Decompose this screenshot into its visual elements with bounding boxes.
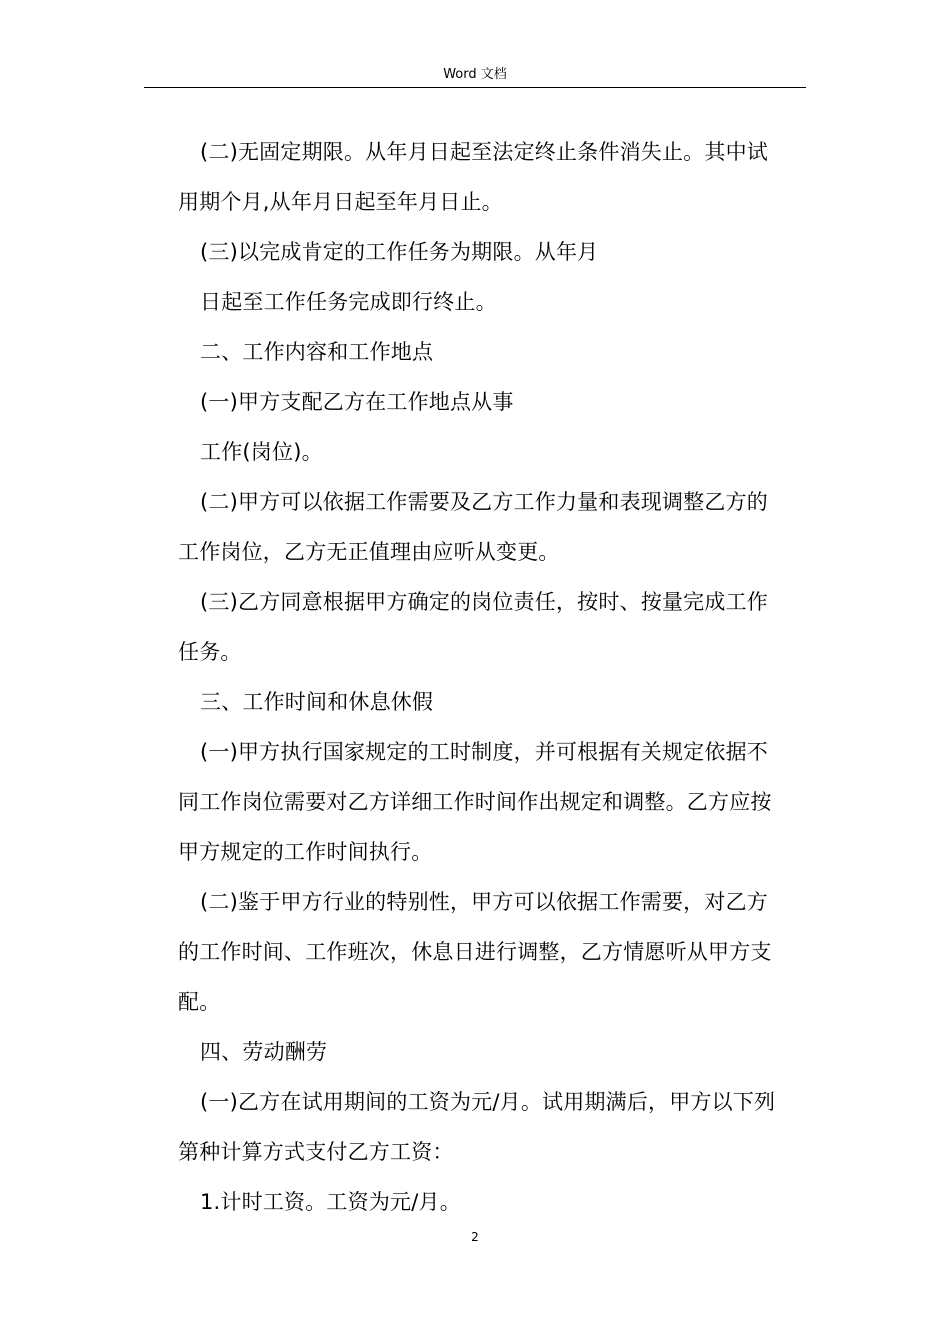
paragraph-line: 任务。 xyxy=(178,640,242,664)
paragraph-line: 用期个月,从年月日起至年月日止。 xyxy=(178,190,503,214)
paragraph-line: (二)甲方可以依据工作需要及乙方工作力量和表现调整乙方的 xyxy=(200,490,768,514)
paragraph-line: (一)乙方在试用期间的工资为元/月。试用期满后，甲方以下列 xyxy=(200,1090,776,1114)
section-heading: 四、劳动酬劳 xyxy=(200,1040,328,1064)
paragraph-line: (三)乙方同意根据甲方确定的岗位责任，按时、按量完成工作 xyxy=(200,590,768,614)
paragraph-line: (三)以完成肯定的工作任务为期限。从年月 xyxy=(200,240,599,264)
header-divider xyxy=(144,87,806,88)
paragraph-line: (二)鉴于甲方行业的特别性，甲方可以依据工作需要，对乙方 xyxy=(200,890,768,914)
page-header-title: Word 文档 xyxy=(443,67,507,82)
paragraph-line: 1.计时工资。工资为元/月。 xyxy=(200,1190,461,1214)
paragraph-line: 工作(岗位)。 xyxy=(200,440,323,464)
paragraph-line: 日起至工作任务完成即行终止。 xyxy=(200,290,497,314)
document-body xyxy=(178,127,808,1227)
paragraph-line: 的工作时间、工作班次，休息日进行调整，乙方情愿听从甲方支 xyxy=(178,940,772,964)
paragraph-line: 第种计算方式支付乙方工资： xyxy=(178,1140,454,1164)
paragraph-line: 甲方规定的工作时间执行。 xyxy=(178,840,433,864)
paragraph-line: 工作岗位，乙方无正值理由应听从变更。 xyxy=(178,540,560,564)
section-heading: 三、工作时间和休息休假 xyxy=(200,690,434,714)
section-heading: 二、工作内容和工作地点 xyxy=(200,340,434,364)
paragraph-line: 同工作岗位需要对乙方详细工作时间作出规定和调整。乙方应按 xyxy=(178,790,772,814)
paragraph-line: (一)甲方执行国家规定的工时制度，并可根据有关规定依据不 xyxy=(200,740,768,764)
paragraph-line: (一)甲方支配乙方在工作地点从事 xyxy=(200,390,514,414)
paragraph-line: (二)无固定期限。从年月日起至法定终止条件消失止。其中试 xyxy=(200,140,768,164)
page-number: 2 xyxy=(471,1230,479,1244)
paragraph-line: 配。 xyxy=(178,990,221,1014)
